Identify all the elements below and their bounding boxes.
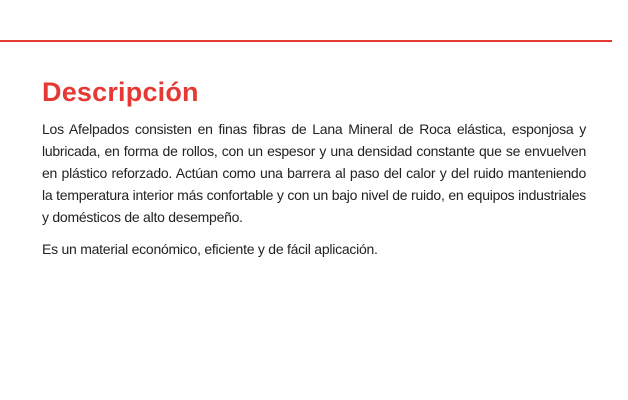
description-paragraph: Los Afelpados consisten en finas fibras de Lana Mineral de Roca elástica, esponjosa y lubricada, en forma de rollos, con un espesor y una densidad constante que se envuelven en plástico reforzado. Actúan como una barrera al paso del calor y del ruido manteniendo la temperatura interior más confortable y con un bajo nivel de ruido, en equipos industriales y domésticos de alto desempeño.: [42, 121, 586, 225]
top-divider: [0, 40, 612, 42]
summary-paragraph: Es un material económico, eficiente y de fácil aplicación.: [42, 241, 378, 257]
section-title: Descripción: [42, 77, 199, 107]
description-section: [42, 76, 586, 270]
